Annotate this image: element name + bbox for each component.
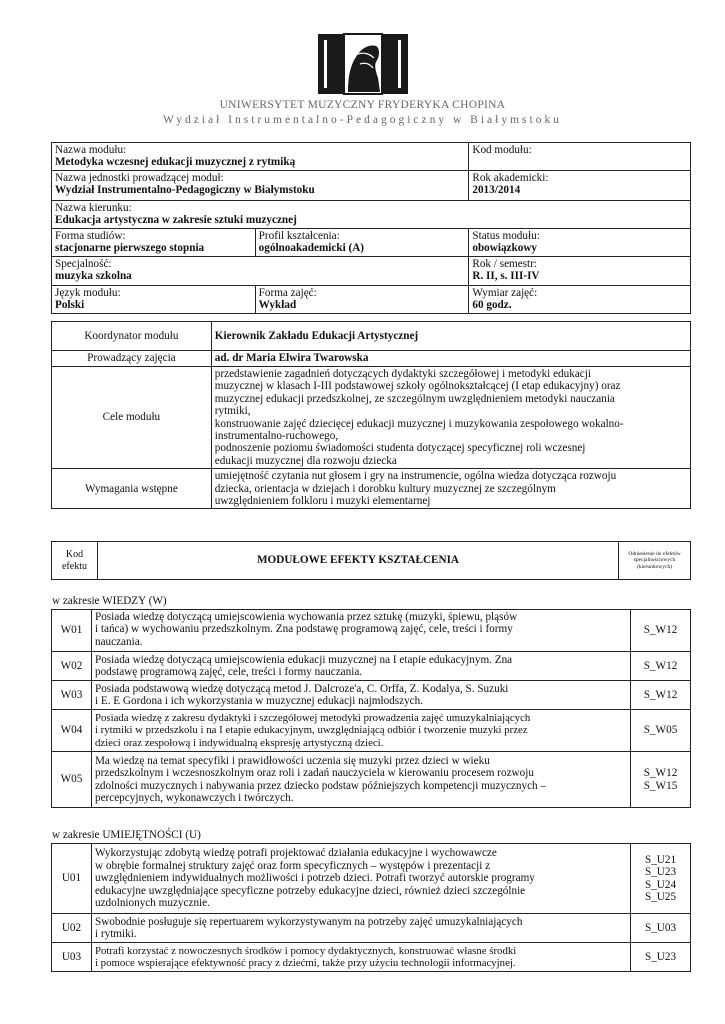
knowledge-heading: w zakresie WIEDZY (W) xyxy=(52,595,167,607)
goals-line: konstruowanie zajęć dziecięcej edukacji muzycznej i muzykowania zespołowego wokalno- xyxy=(214,417,624,430)
status-label: Status modułu: xyxy=(472,230,540,242)
table-row xyxy=(52,610,691,652)
effect-description xyxy=(91,710,630,752)
faculty-name: Wydział Instrumentalno-Pedagogiczny w Białymstoku xyxy=(163,114,562,126)
effect-ref-item: S_U21 xyxy=(644,853,677,866)
effect-code: W01 xyxy=(52,610,92,652)
effect-code: W05 xyxy=(52,752,92,808)
effect-ref xyxy=(631,844,691,914)
field-cell xyxy=(52,201,691,229)
effect-code: W02 xyxy=(52,652,92,681)
effect-description xyxy=(91,610,630,652)
module-name-label: Nazwa modułu: xyxy=(55,144,127,156)
effect-line: przedszkolnym i wczesnoszkolnym oraz roli i zadań nauczyciela w kierowaniu procesem rozwoju xyxy=(94,767,534,780)
hours-cell xyxy=(469,286,691,314)
university-logo xyxy=(318,32,408,96)
form-label: Forma studiów: xyxy=(55,230,126,242)
effect-line: Wykorzystując zdobytą wiedzę potrafi projektować działania edukacyjne i wychowawcze xyxy=(94,847,497,860)
class-form-cell xyxy=(255,286,469,314)
effects-code-header xyxy=(52,542,98,580)
lang-value: Polski xyxy=(55,299,85,312)
module-name-cell xyxy=(52,143,469,171)
effects-title: MODUŁOWE EFEKTY KSZTAŁCENIA xyxy=(97,542,618,580)
field-value: Edukacja artystyczna w zakresie sztuki muzycznej xyxy=(55,214,297,227)
ref-header-line: Odniesienie do efektów xyxy=(628,551,681,558)
effects-ref-header xyxy=(619,542,691,580)
effect-description xyxy=(91,652,630,681)
effect-line: Posiada wiedzę z zakresu dydaktyki i szczegółowej metodyki prowadzenia zajęć umuzykalniających xyxy=(94,711,531,724)
effect-line: w obrębie formalnej struktury zajęć oraz form specyficznych – występów i prezentacji z xyxy=(94,859,491,872)
effect-code: W04 xyxy=(52,710,92,752)
effect-ref xyxy=(631,752,691,808)
effect-line: nauczania. xyxy=(94,635,143,648)
effect-ref-item: S_W15 xyxy=(643,779,678,792)
effect-code: W03 xyxy=(52,681,92,710)
coordinator-value: Kierownik Zakładu Edukacji Artystycznej xyxy=(211,322,690,351)
effects-code-label-2: efektu xyxy=(61,560,87,572)
year-label: Rok akademicki: xyxy=(472,172,549,184)
module-code-label: Kod modułu: xyxy=(472,144,532,156)
effects-code-label: Kod xyxy=(65,548,84,560)
effect-line: zdolności muzycznych i nabywania przez dziecko podstaw późniejszych kompetencji muzycznych – xyxy=(94,779,547,792)
class-form-label: Forma zajęć: xyxy=(258,287,317,299)
effect-ref: S_U03 xyxy=(631,914,691,943)
effect-line: i rytmiki w przedszkolu i na I etapie edukacyjnym, uwzględniającą odbiór i tworzenie muzyki przez xyxy=(94,724,528,737)
effect-line: edukacyjne uwzględniające specyficzne potrzeby edukacyjne dzieci, również dzieci szczególnie xyxy=(94,884,526,897)
effect-ref-item: S_U23 xyxy=(644,866,677,879)
table-row xyxy=(52,752,691,808)
profile-cell xyxy=(255,229,469,257)
skills-heading: w zakresie UMIEJĘTNOŚCI (U) xyxy=(52,829,201,841)
module-name: Metodyka wczesnej edukacji muzycznej z rytmiką xyxy=(55,156,296,169)
effect-line: Posiada wiedzę dotyczącą umiejscowienia wychowania przez sztukę (muzyki, śpiewu, pląsów xyxy=(94,611,518,623)
goals-line: przedstawienie zagadnień dotyczących dydaktyki szczegółowej i metodyki edukacji xyxy=(214,368,591,380)
req-line: umiejętność czytania nut głosem i gry na instrumencie, ogólna wiedza dotycząca rozwoju xyxy=(214,470,617,483)
effect-line: i tańca) w wychowaniu przedszkolnym. Zna podstawę programową zajęć, cele, treści i formy xyxy=(94,623,513,636)
effect-line: uwzględnieniem indywidualnych możliwości i potrzeb dzieci. Potrafi tworzyć autorskie programy xyxy=(94,872,535,885)
effect-description xyxy=(91,681,630,710)
goals-line: muzycznej edukacji przedszkolnej, ze szczególnym uwzględnieniem metodyki nauczania xyxy=(214,392,615,405)
goals-line: muzycznej w klasach I-III podstawowej szkoły ogólnokształcącej (I etap edukacyjny) oraz xyxy=(214,380,621,393)
module-details-table xyxy=(51,321,691,509)
skills-table xyxy=(51,843,691,972)
goals-line: podnoszenie poziomu świadomości studenta dotyczącej specyficznej roli wczesnej xyxy=(214,442,586,455)
effect-line: Posiada podstawową wiedzę dotyczącą metod J. Dalcroze'a, C. Orffa, Z. Kodalya, S. Suzuki xyxy=(94,682,509,695)
effect-ref-item: S_U24 xyxy=(644,878,677,891)
effect-line: Potrafi korzystać z nowoczesnych środków i pomocy dydaktycznych, konstruować własne środki xyxy=(94,944,517,957)
req-label: Wymagania wstępne xyxy=(52,469,212,509)
profile-value: ogólnoakademicki (A) xyxy=(258,242,365,255)
effect-line: podstawę programową zajęć, cele, treści i formy nauczania. xyxy=(94,666,363,678)
req-line: dziecka, orientacja w dziejach i dorobku kultury muzycznej ze szczególnym xyxy=(214,482,556,495)
effect-code: U03 xyxy=(52,943,92,972)
effect-description xyxy=(91,844,630,914)
semester-cell xyxy=(469,257,691,286)
profile-label: Profil kształcenia: xyxy=(258,230,340,242)
lang-label: Język modułu: xyxy=(55,287,121,299)
hours-label: Wymiar zajęć: xyxy=(472,287,538,299)
teacher-label: Prowadzący zajęcia xyxy=(52,351,212,367)
form-cell xyxy=(52,229,256,257)
effect-line: i E. E Gordona i ich wykorzystania w muzycznej edukacji najmłodszych. xyxy=(94,695,424,707)
spec-label: Specjalność: xyxy=(55,258,112,270)
goals-line: edukacji muzycznej dla rozwoju dziecka xyxy=(214,454,397,467)
status-value: obowiązkowy xyxy=(472,242,538,255)
effect-line: percepcyjnych, wykonawczych i twórczych. xyxy=(94,791,294,804)
unit-value: Wydział Instrumentalno-Pedagogiczny w Białymstoku xyxy=(55,184,315,197)
university-name: UNIWERSYTET MUZYCZNY FRYDERYKA CHOPINA xyxy=(219,99,506,111)
effect-code: U01 xyxy=(52,844,92,914)
table-row xyxy=(52,681,691,710)
effect-description xyxy=(91,943,630,972)
effect-code: U02 xyxy=(52,914,92,943)
field-label: Nazwa kierunku: xyxy=(55,202,132,214)
effect-line: uzdolnionych muzycznie. xyxy=(94,897,210,910)
req-line: uwzględnieniem folkloru i muzyki elementarnej xyxy=(214,495,431,508)
effect-ref: S_W05 xyxy=(631,710,691,752)
effect-line: Posiada wiedzę dotyczącą umiejscowienia edukacji muzycznej na I etapie edukacyjnym. Zna xyxy=(94,653,513,666)
table-row xyxy=(52,652,691,681)
ref-header-line: specjalnościowych xyxy=(633,557,676,564)
module-info-table xyxy=(51,142,691,314)
effect-description xyxy=(91,914,630,943)
effect-ref: S_U23 xyxy=(631,943,691,972)
table-row xyxy=(52,914,691,943)
ref-header-line: (kierunkowych) xyxy=(636,563,673,570)
effect-ref: S_W12 xyxy=(631,652,691,681)
effect-description xyxy=(91,752,630,808)
unit-label: Nazwa jednostki prowadzącej moduł: xyxy=(55,172,224,184)
goals-label: Cele modułu xyxy=(52,367,212,469)
goals-line: rytmiki, xyxy=(214,405,251,418)
effect-line: i rytmiki. xyxy=(94,928,137,940)
semester-value: R. II, s. III-IV xyxy=(472,270,540,283)
effect-line: Swobodnie posługuje się repertuarem wykorzystywanym na potrzeby zajęć umuzykalniających xyxy=(94,915,523,928)
semester-label: Rok / semestr: xyxy=(472,258,537,270)
module-code-cell xyxy=(469,143,691,171)
effects-header-table xyxy=(51,541,691,580)
coordinator-label: Koordynator modułu xyxy=(52,322,212,351)
lang-cell xyxy=(52,286,256,314)
req-cell xyxy=(211,469,690,509)
unit-cell xyxy=(52,171,469,201)
teacher-value: ad. dr Maria Elwira Twarowska xyxy=(211,351,690,367)
class-form-value: Wykład xyxy=(258,299,297,312)
effect-ref: S_W12 xyxy=(631,681,691,710)
table-row xyxy=(52,710,691,752)
status-cell xyxy=(469,229,691,257)
table-row xyxy=(52,943,691,972)
goals-cell xyxy=(211,367,690,469)
effect-ref-item: S_U25 xyxy=(644,890,677,903)
effect-line: Ma wiedzę na temat specyfiki i prawidłowości uczenia się muzyki przez dzieci w wieku xyxy=(94,754,490,767)
hours-value: 60 godz. xyxy=(472,299,512,312)
effect-ref-item: S_W12 xyxy=(643,767,678,780)
year-cell xyxy=(469,171,691,201)
year-value: 2013/2014 xyxy=(472,184,521,197)
form-value: stacjonarne pierwszego stopnia xyxy=(55,242,205,255)
effect-line: i pomoce wspierające efektywność pracy z dziećmi, także przy użyciu technologii informacyjnej. xyxy=(94,957,516,969)
effect-ref: S_W12 xyxy=(631,610,691,652)
table-row xyxy=(52,844,691,914)
spec-cell xyxy=(52,257,469,286)
effect-line: dzieci oraz zespołową i indywidualną ekspresję artystyczną dzieci. xyxy=(94,736,384,749)
knowledge-table xyxy=(51,609,691,808)
goals-line: instrumentalno-ruchowego, xyxy=(214,430,339,443)
spec-value: muzyka szkolna xyxy=(55,270,132,283)
